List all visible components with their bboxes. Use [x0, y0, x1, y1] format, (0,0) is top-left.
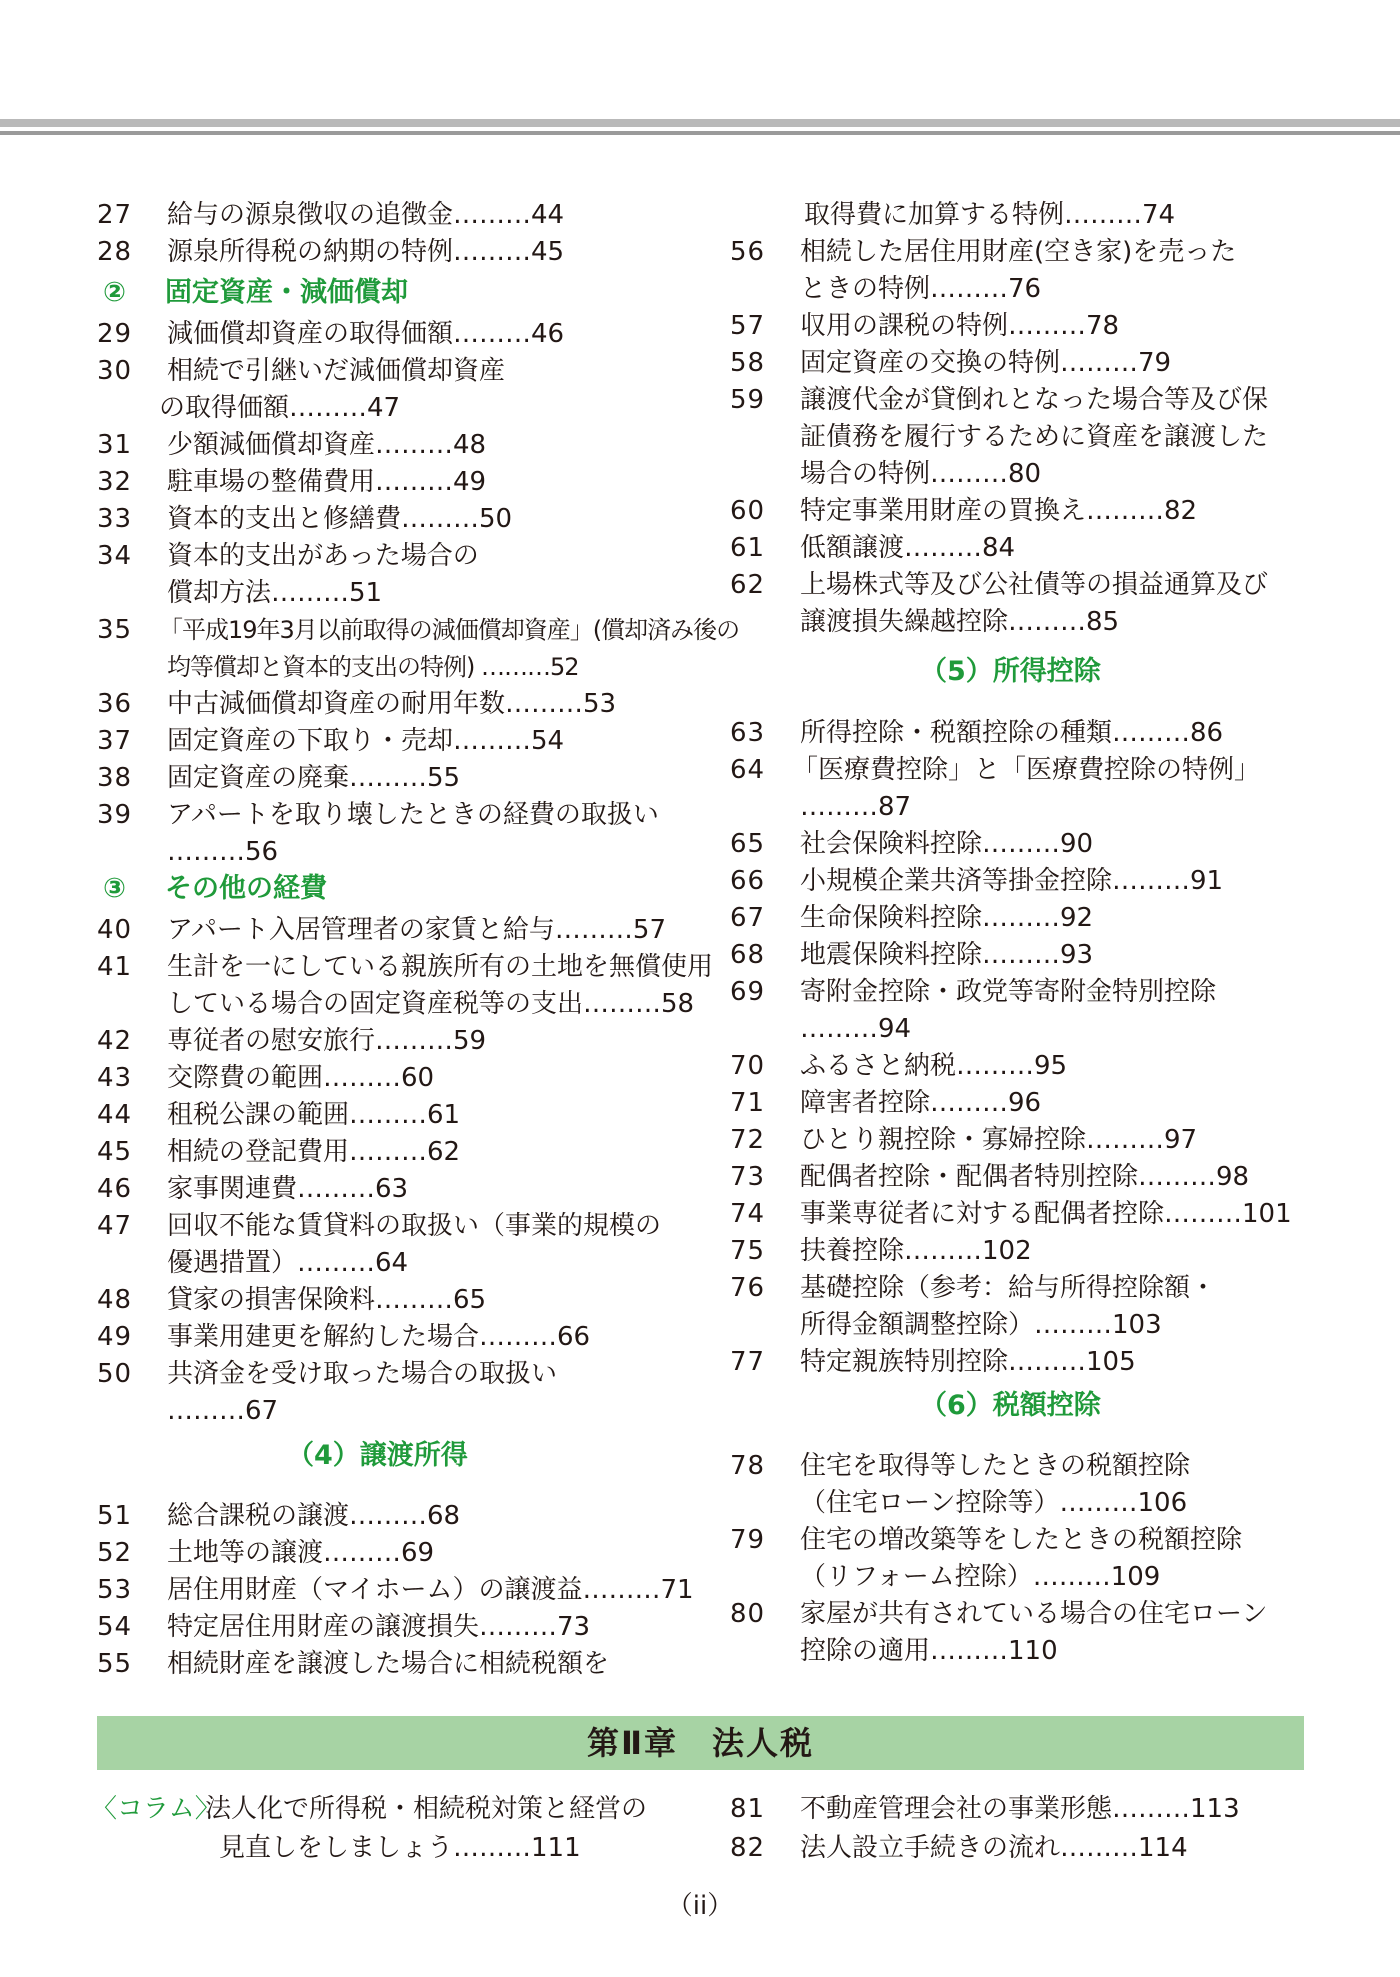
header-rule-thick: [0, 119, 1400, 127]
header-rule-thin: [0, 131, 1400, 135]
page-number: （ii）: [666, 1891, 734, 1921]
chapter-title: 第Ⅱ章 法人税: [586, 1724, 815, 1762]
column-tag: 〈コラム〉: [91, 1794, 221, 1824]
column-entry-text: 法人化で所得税・相続税対策と経営の: [205, 1794, 648, 1824]
chapter-heading-bar: [97, 1716, 1304, 1770]
